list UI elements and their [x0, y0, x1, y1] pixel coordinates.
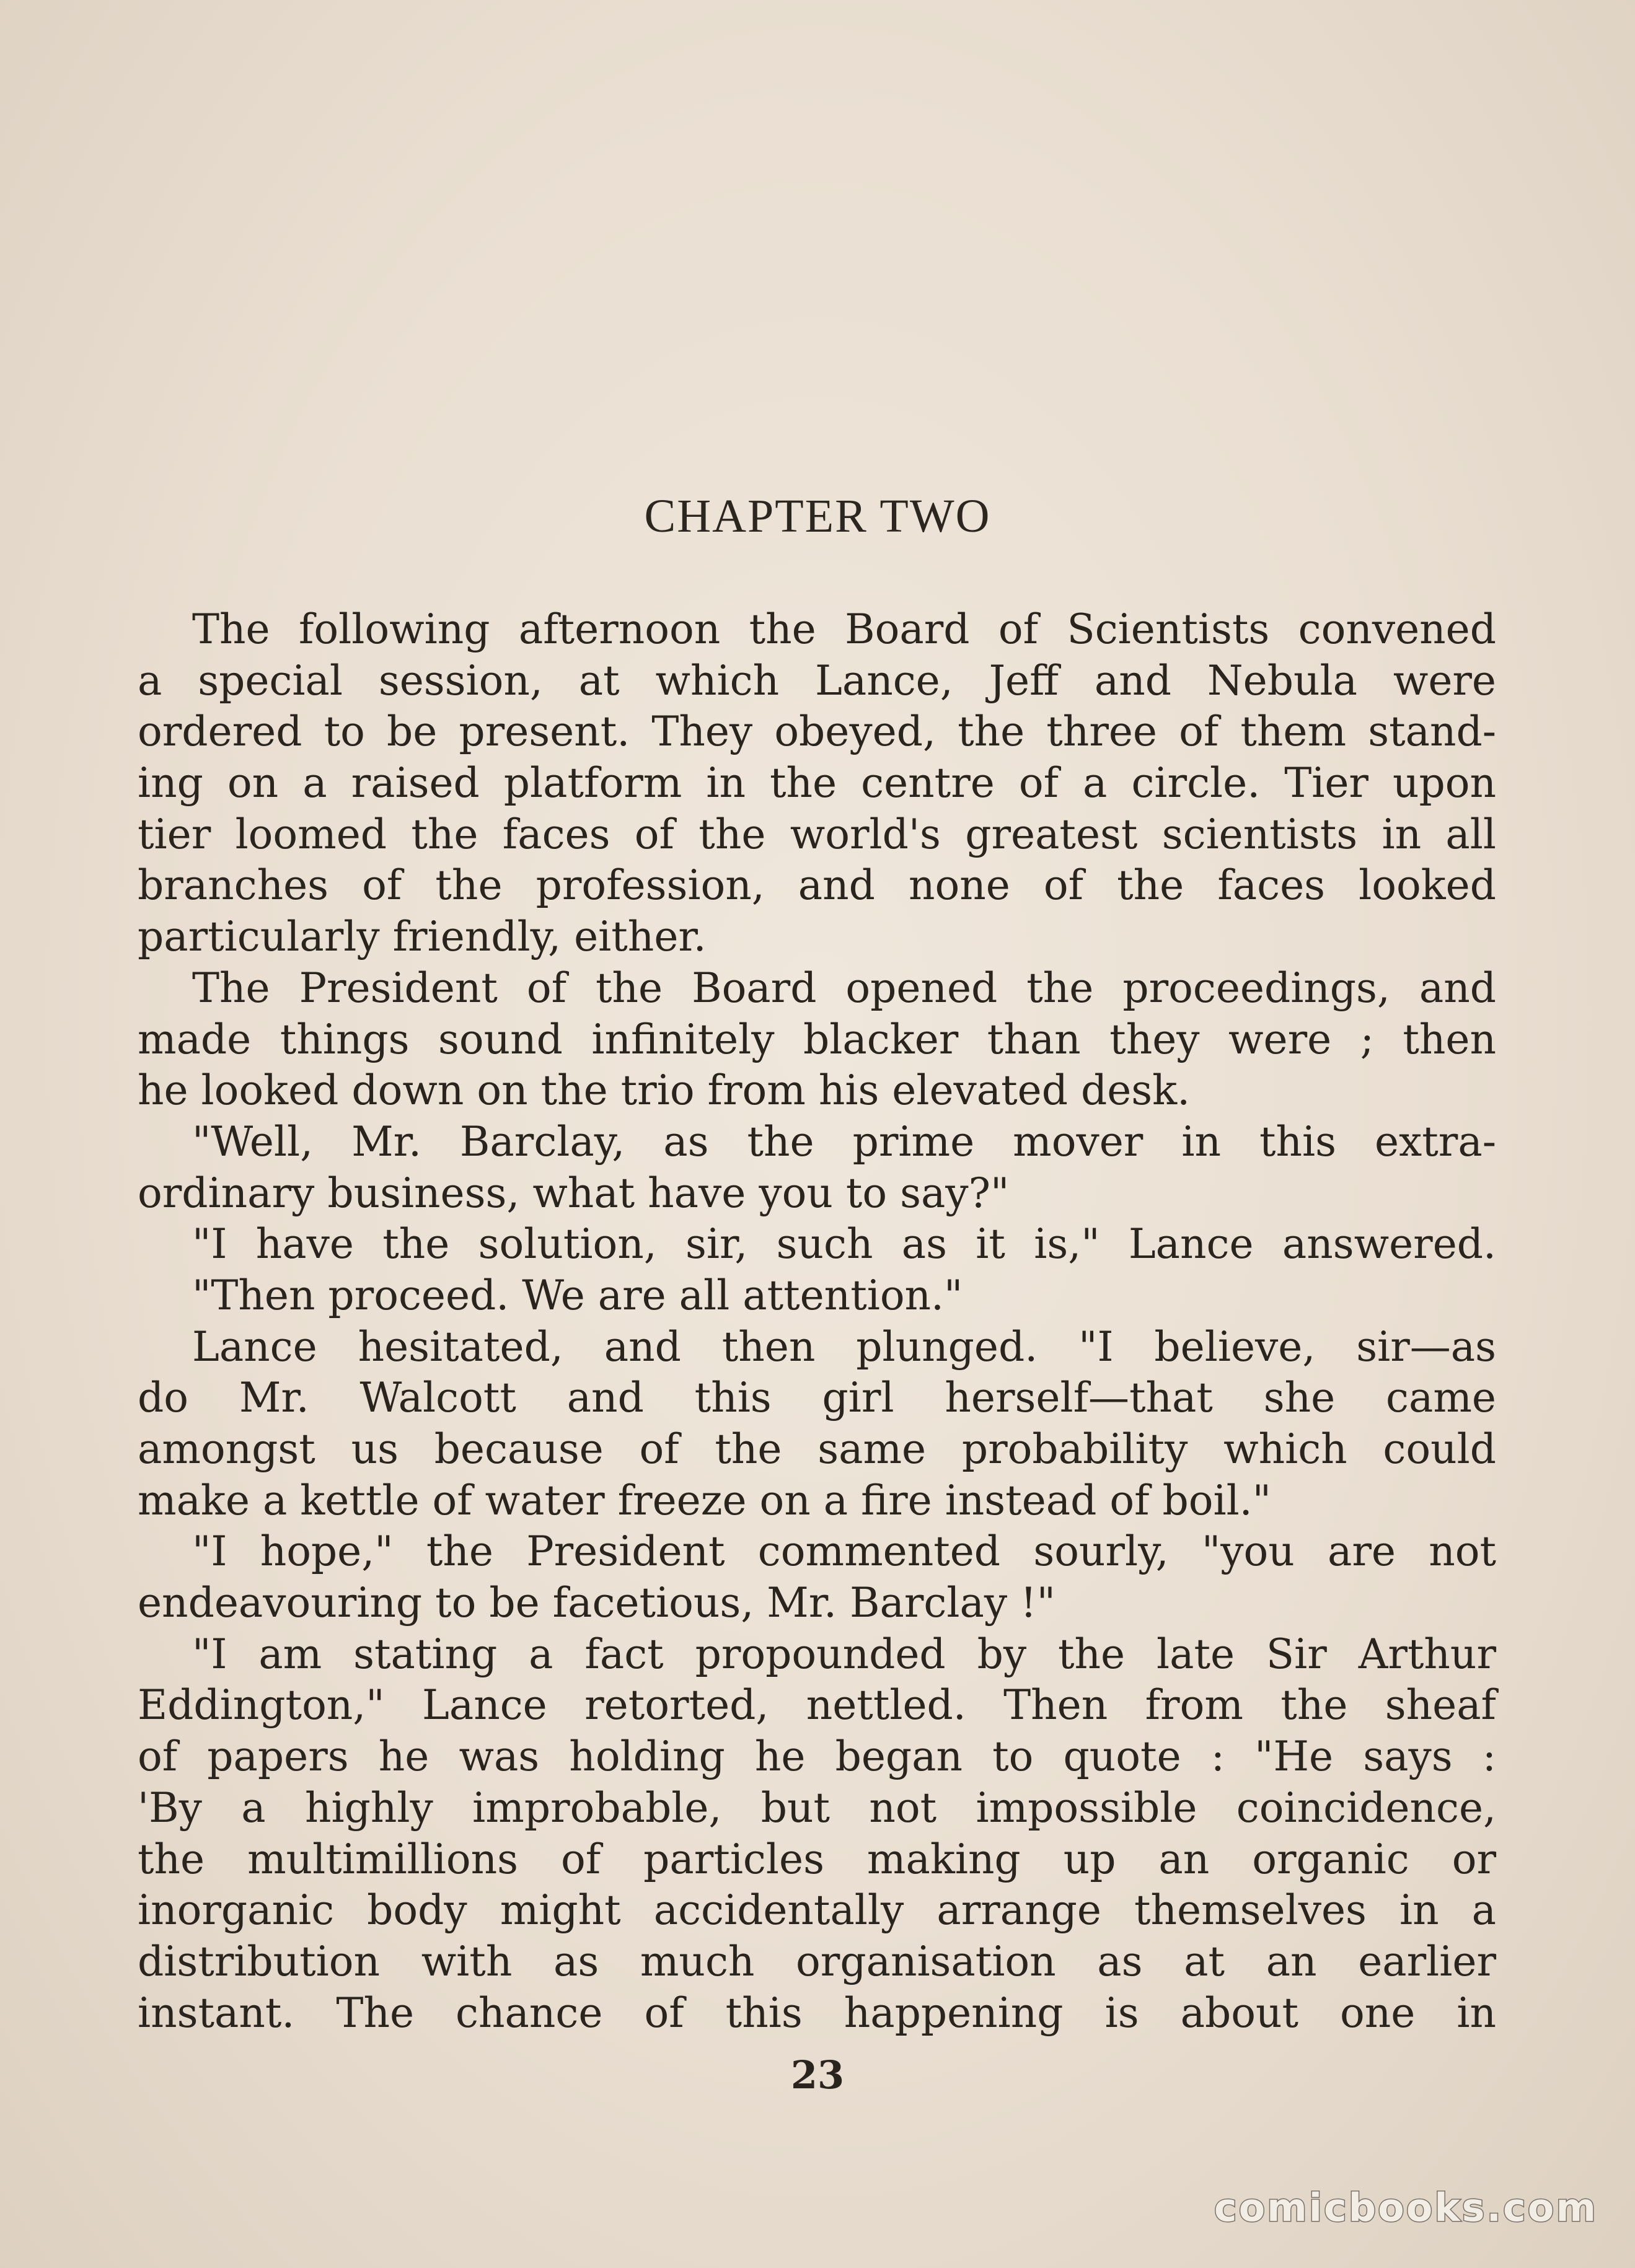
text-line: make a kettle of water freeze on a fire instead of boil."	[138, 1476, 1272, 1524]
text-line: "Then proceed. We are all attention."	[192, 1271, 963, 1319]
text-line: the multimillions of particles making up an organic or	[138, 1835, 1496, 1883]
text-line: distribution with as much organisation as at an earlier	[138, 1937, 1496, 1985]
text-line: branches of the profession, and none of the faces looked	[138, 861, 1496, 910]
text-line: ordered to be present. They obeyed, the three of them stand-	[138, 708, 1496, 756]
page-number: 23	[790, 2052, 845, 2098]
text-line: The following afternoon the Board of Scientists convened	[192, 605, 1496, 653]
text-line: "Well, Mr. Barclay, as the prime mover in this extra-	[192, 1117, 1496, 1166]
text-line: The President of the Board opened the proceedings, and	[192, 964, 1496, 1012]
text-line: inorganic body might accidentally arrange themselves in a	[138, 1886, 1496, 1935]
text-line: tier loomed the faces of the world's greatest scientists in all	[138, 810, 1496, 858]
text-line: "I hope," the President commented sourly, "you are not	[192, 1527, 1496, 1576]
text-line: do Mr. Walcott and this girl herself—that she came	[138, 1374, 1496, 1422]
text-line: of papers he was holding he began to quote : "He says :	[138, 1733, 1496, 1781]
text-line: ordinary business, what have you to say?"	[138, 1169, 1010, 1217]
chapter-heading: CHAPTER TWO	[644, 490, 991, 542]
text-line: ing on a raised platform in the centre of a circle. Tier upon	[138, 759, 1496, 807]
text-line: instant. The chance of this happening is about one in	[138, 1989, 1496, 2037]
text-line: "I am stating a fact propounded by the late Sir Arthur	[192, 1630, 1496, 1678]
text-line: Eddington," Lance retorted, nettled. Then from the sheaf	[138, 1681, 1496, 1730]
body-text	[138, 604, 1496, 2039]
text-line: Lance hesitated, and then plunged. "I believe, sir—as	[192, 1322, 1496, 1371]
text-line: made things sound infinitely blacker than they were ; then	[138, 1015, 1496, 1063]
text-line: amongst us because of the same probability which could	[138, 1425, 1496, 1473]
text-line: 'By a highly improbable, but not impossible coincidence,	[138, 1783, 1496, 1832]
text-line: endeavouring to be facetious, Mr. Barclay !"	[138, 1579, 1055, 1627]
text-line: a special session, at which Lance, Jeff and Nebula were	[138, 656, 1496, 705]
text-line: "I have the solution, sir, such as it is," Lance answered.	[192, 1220, 1496, 1268]
text-line: particularly friendly, either.	[138, 913, 707, 961]
text-line: he looked down on the trio from his elevated desk.	[138, 1066, 1191, 1115]
watermark: comicbooks.com	[1214, 2185, 1598, 2230]
